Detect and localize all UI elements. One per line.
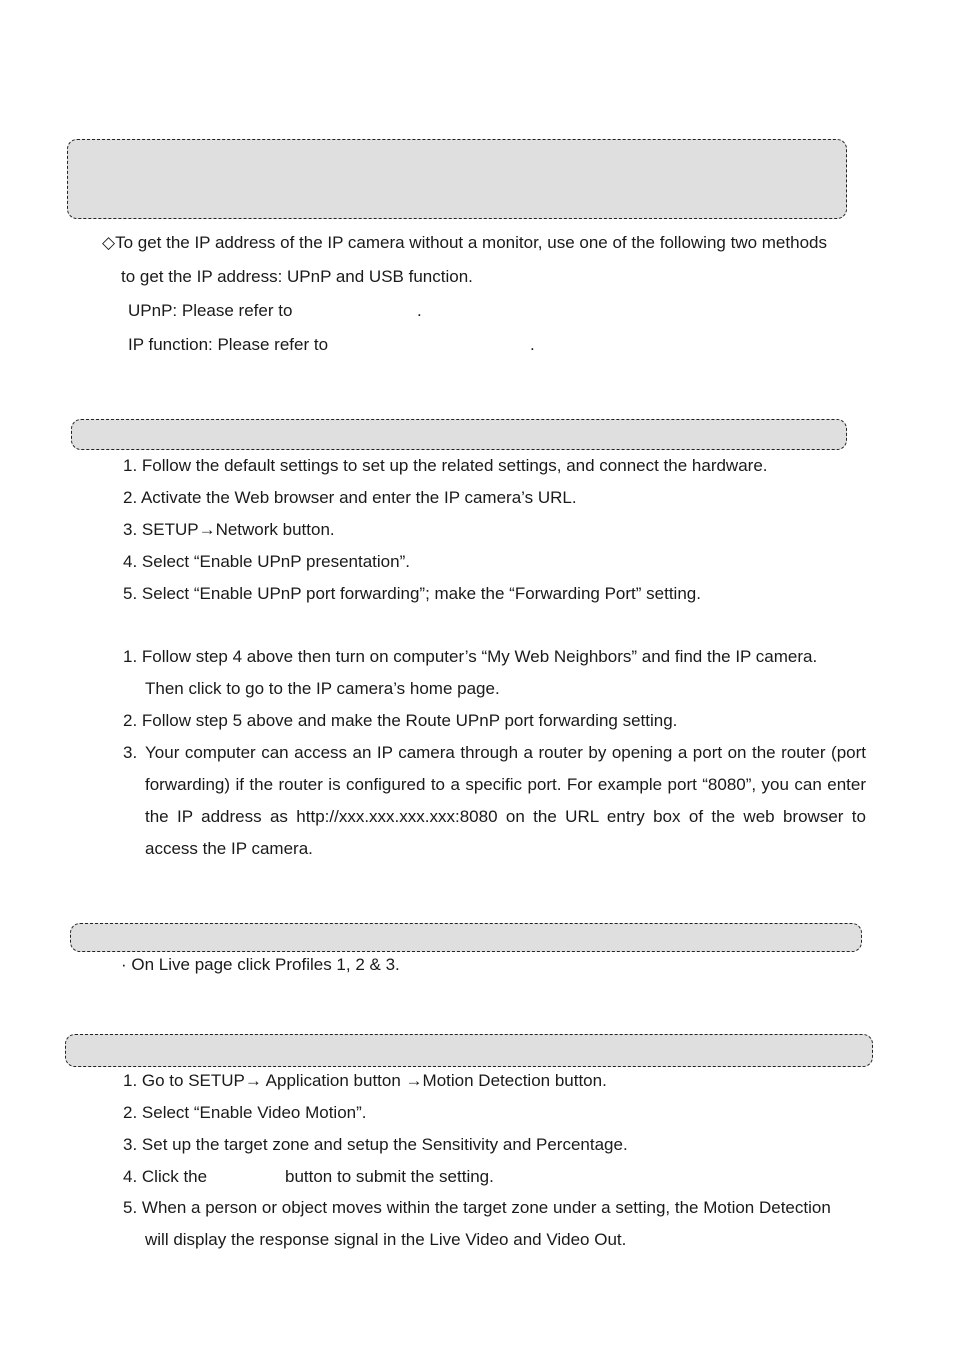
usage-step-3-number: 3. bbox=[123, 743, 138, 762]
profiles-bullet: · On Live page click Profiles 1, 2 & 3. bbox=[121, 955, 400, 974]
motion-section-header-box bbox=[65, 1034, 873, 1067]
motion-step-4-suffix: button to submit the setting. bbox=[285, 1167, 494, 1186]
intro-line-2: to get the IP address: UPnP and USB function. bbox=[121, 267, 473, 286]
motion-step-2: 2. Select “Enable Video Motion”. bbox=[123, 1103, 367, 1122]
upnp-section-header-box bbox=[71, 419, 847, 450]
motion-step-5-cont: will display the response signal in the Live Video and Video Out. bbox=[145, 1230, 627, 1249]
upnp-step-5: 5. Select “Enable UPnP port forwarding”; make the “Forwarding Port” setting. bbox=[123, 584, 701, 603]
motion-step-5: 5. When a person or object moves within the target zone under a setting, the Motion Detection bbox=[123, 1198, 831, 1217]
upnp-step-4: 4. Select “Enable UPnP presentation”. bbox=[123, 552, 410, 571]
upnp-reference-period: . bbox=[417, 301, 422, 320]
usage-step-1: 1. Follow step 4 above then turn on computer’s “My Web Neighbors” and find the IP camera. bbox=[123, 647, 818, 666]
ip-reference-label: IP function: Please refer to bbox=[128, 335, 329, 354]
usage-step-3-text: Your computer can access an IP camera through a router by opening a port on the router (port forwarding) if the router is configured to a specific port. For example port “8080”, you can enter the IP address as http://xxx.xxx.xxx.xxx:8080 on the URL entry box of the web browser to access the IP camera. bbox=[145, 743, 866, 858]
upnp-reference-label: UPnP: Please refer to bbox=[128, 301, 293, 320]
motion-step-3: 3. Set up the target zone and setup the Sensitivity and Percentage. bbox=[123, 1135, 628, 1154]
upnp-step-1: 1. Follow the default settings to set up the related settings, and connect the hardware. bbox=[123, 456, 768, 475]
upnp-reference bbox=[128, 301, 292, 321]
intro-line-1: ◇To get the IP address of the IP camera without a monitor, use one of the following two methods bbox=[102, 233, 827, 252]
ip-reference-period: . bbox=[530, 335, 535, 354]
motion-step-1: 1. Go to SETUP→ Application button →Motion Detection button. bbox=[123, 1071, 607, 1090]
section-header-box bbox=[67, 139, 847, 219]
upnp-step-2: 2. Activate the Web browser and enter the IP camera’s URL. bbox=[123, 488, 577, 507]
profiles-section-header-box bbox=[70, 923, 862, 952]
usage-step-2: 2. Follow step 5 above and make the Route UPnP port forwarding setting. bbox=[123, 711, 678, 730]
motion-step-4-label: 4. Click the bbox=[123, 1167, 208, 1186]
upnp-step-3: 3. SETUP→Network button. bbox=[123, 520, 335, 539]
usage-step-1-cont: Then click to go to the IP camera’s home page. bbox=[145, 679, 500, 698]
ip-reference bbox=[128, 335, 328, 355]
